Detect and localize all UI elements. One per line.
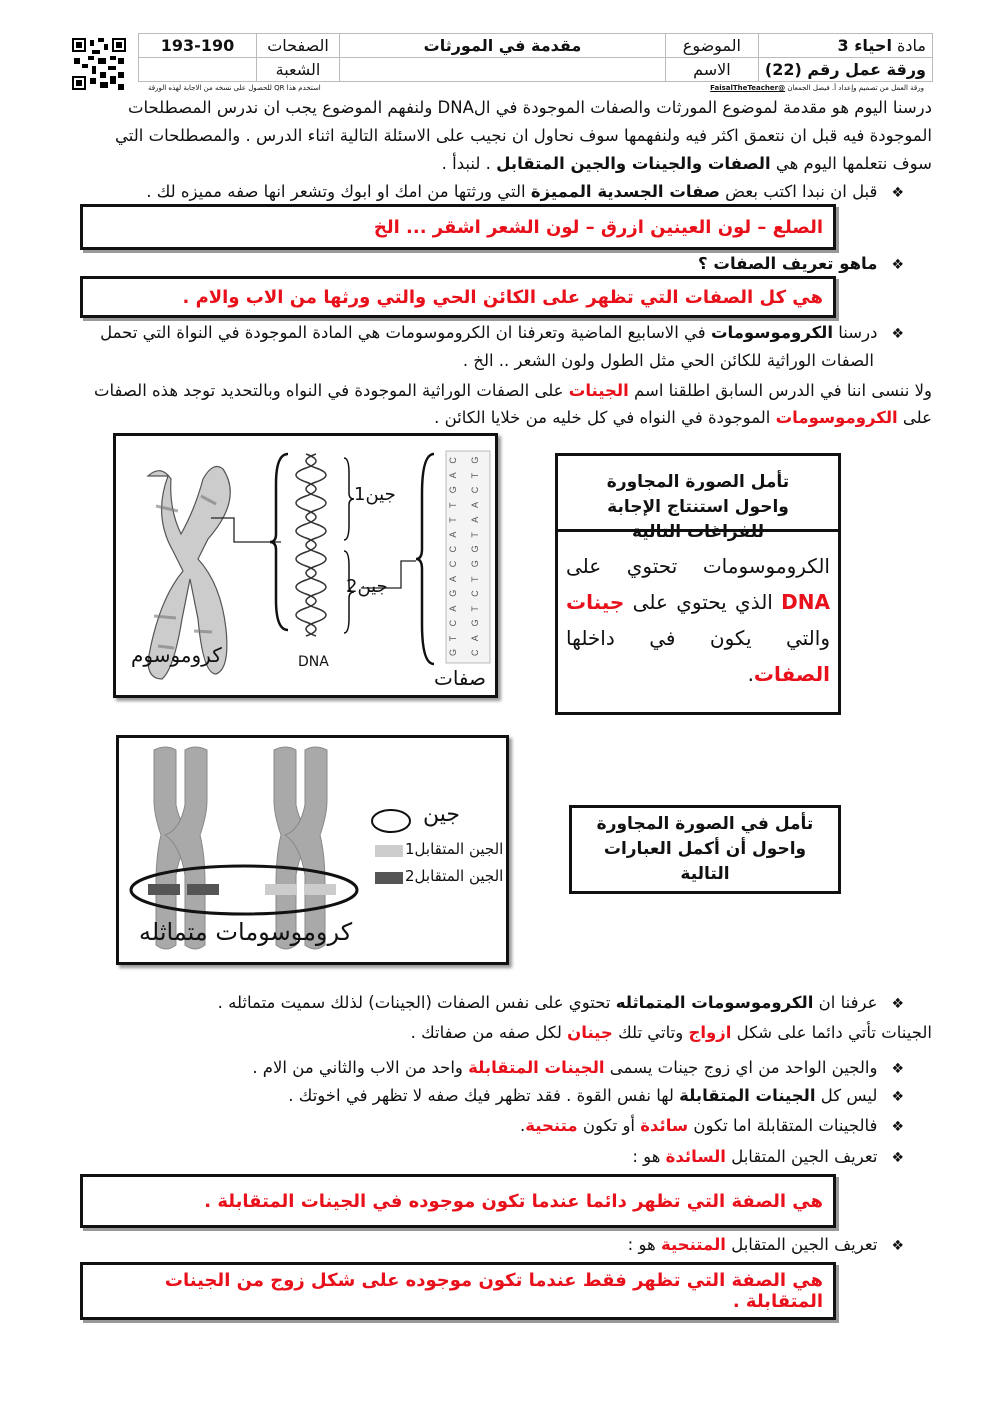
topic-label: الموضوع bbox=[665, 34, 758, 58]
genes-line-1 bbox=[55, 377, 932, 405]
highlight-term: الكروموسومات bbox=[775, 408, 898, 427]
answer-box-recessive[interactable]: هي الصفة التي تظهر فقط عندما تكون موجوده على شكل زوج من الجينات المتقابلة . bbox=[80, 1262, 836, 1320]
figure-homologous-chromosomes bbox=[116, 735, 509, 965]
text-segment: الصفات الوراثية للكائن الحي مثل الطول ولون الشعر .. الخ . bbox=[462, 351, 874, 370]
dna-base-letter: C bbox=[470, 486, 480, 494]
worksheet-number: ورقة عمل رقم (22) bbox=[758, 58, 932, 82]
text-segment: هو : bbox=[632, 1147, 666, 1166]
qr-instruction: استخدم هذا QR للحصول على نسخه من الاجابة لهذه الورقة bbox=[148, 84, 321, 92]
text-segment: التي ورثتها من امك او ابوك وتشعر انها صفه مميزه لك . bbox=[146, 182, 531, 201]
highlight-term: الجينات المتقابلة bbox=[468, 1058, 605, 1077]
highlight-term: متنحية bbox=[525, 1116, 578, 1135]
text-segment: لها نفس القوة . فقد تظهر فيك صفه لا تظهر في اخوتك . bbox=[288, 1086, 680, 1105]
dna-base-letter: G bbox=[470, 560, 480, 568]
subject-label: مادة bbox=[897, 36, 926, 55]
intro-line-1 bbox=[60, 94, 932, 122]
text-segment: الموجودة فيه قبل ان نتعمق اكثر فيه ولنفهمها سوف نحاول ان نجيب على الاسئلة التالية اثناء الدرس . والمصطلحات التي bbox=[115, 126, 932, 145]
answer-box-traits-definition[interactable]: هي كل الصفات التي تظهر على الكائن الحي والتي ورثها من الاب والام . bbox=[80, 276, 836, 318]
dna-base-letter: C bbox=[448, 619, 458, 627]
dna-base-letter: G bbox=[448, 486, 458, 494]
dna-base-letter: C bbox=[470, 590, 480, 597]
dna-base-letter: C bbox=[448, 560, 458, 568]
bullet-alleles bbox=[60, 1054, 904, 1083]
pages-label: الصفحات bbox=[257, 34, 340, 58]
dna-helix-icon bbox=[296, 454, 326, 636]
dna-base-letter: T bbox=[470, 472, 480, 479]
gene-legend: جين bbox=[423, 802, 460, 827]
dna-base-letter: T bbox=[470, 532, 480, 538]
dna-base-letter: G bbox=[470, 619, 480, 627]
allele2-band bbox=[148, 884, 180, 895]
highlight-term: الصفات bbox=[753, 662, 830, 686]
chromosomes-line-2 bbox=[60, 347, 874, 375]
topic-value: مقدمة في المورثات bbox=[340, 34, 666, 58]
allele2-band bbox=[187, 884, 219, 895]
inference-box-1-body bbox=[558, 532, 838, 692]
inference-box-2-title: تأمل في الصورة المجاورة واحول أن أكمل العبارات التالية bbox=[596, 814, 814, 884]
section-field[interactable] bbox=[139, 58, 257, 82]
bullet-dominant-recessive bbox=[60, 1112, 904, 1141]
inference-box-1-title: تأمل الصورة المجاورة واحول استنتاج الإجابة للفراغات التالية bbox=[558, 456, 838, 532]
text-segment: على bbox=[897, 408, 932, 427]
section-label: الشعبة bbox=[257, 58, 340, 82]
header-table bbox=[138, 33, 933, 82]
text-segment: عرفنا ان bbox=[813, 993, 878, 1012]
traits-label: صفات bbox=[434, 666, 487, 690]
dna-base-letter: T bbox=[470, 606, 480, 612]
figure-chromosome-dna-genes bbox=[113, 433, 498, 698]
highlight-term: الجينات bbox=[568, 381, 629, 400]
text-segment: تعريف الجين المتقابل bbox=[725, 1235, 878, 1254]
text-segment: والتي يكون في داخلها bbox=[566, 626, 830, 650]
bullet-chromosomes bbox=[70, 319, 904, 348]
bullet-dominant-definition bbox=[60, 1143, 904, 1172]
highlight-term: المتنحية bbox=[660, 1235, 726, 1254]
dna-base-letter: A bbox=[448, 472, 458, 479]
chromosome-label: كروموسوم bbox=[131, 643, 222, 667]
dna-base-letter: T bbox=[448, 502, 458, 508]
dna-base-letter: G bbox=[448, 589, 458, 597]
dna-base-letter: C bbox=[470, 649, 480, 656]
dna-base-letter: A bbox=[470, 501, 480, 508]
allele1-legend: الجين المتقابل1 bbox=[405, 840, 504, 858]
bold-term: الكروموسومات bbox=[710, 323, 834, 342]
dna-base-letter: G bbox=[470, 545, 480, 553]
highlight-term: جينان bbox=[567, 1023, 613, 1042]
text-segment: الذي يحتوي على bbox=[624, 590, 782, 614]
text-segment: فالجينات المتقابلة اما تكون bbox=[688, 1116, 878, 1135]
highlight-term: سائدة bbox=[640, 1116, 689, 1135]
dna-base-letter: A bbox=[448, 531, 458, 538]
dna-base-letter: T bbox=[448, 517, 458, 523]
dna-label: DNA bbox=[298, 654, 329, 670]
text-segment: وتاتي تلك bbox=[612, 1023, 689, 1042]
genes-line-2 bbox=[60, 404, 932, 432]
genes-pairs-line bbox=[60, 1019, 932, 1047]
bullet-traits-prompt bbox=[60, 178, 904, 207]
bullet-recessive-definition bbox=[60, 1231, 904, 1260]
name-field[interactable] bbox=[340, 58, 666, 82]
allele1-legend-swatch bbox=[375, 845, 403, 857]
highlight-term: DNA bbox=[781, 590, 830, 614]
bold-term: الجينات المتقابلة bbox=[679, 1086, 816, 1105]
text-segment: في الاسابيع الماضية وتعرفنا ان الكروموسومات هي المادة الموجودة في النواة التي تحمل bbox=[100, 323, 711, 342]
bold-term: الصفات والجينات والجين المتقابل bbox=[496, 154, 771, 173]
text-segment: درسنا bbox=[833, 323, 878, 342]
answer-box-traits-example[interactable]: الصلع – لون العينين ازرق – لون الشعر اشقر ... الخ bbox=[80, 204, 836, 250]
text-segment: . لنبدأ . bbox=[441, 154, 497, 173]
text-segment: ولا ننسى اننا في الدرس السابق اطلقنا اسم bbox=[628, 381, 932, 400]
answer-box-dominant[interactable]: هي الصفة التي تظهر دائما عندما تكون موجوده في الجينات المتقابلة . bbox=[80, 1174, 836, 1228]
bullet-traits-question bbox=[60, 250, 904, 279]
dna-base-letter: C bbox=[448, 457, 458, 464]
dna-base-letter: G bbox=[470, 456, 480, 464]
highlight-term: السائدة bbox=[665, 1147, 726, 1166]
text-segment: الكروموسومات تحتوي على bbox=[566, 554, 830, 578]
credit-text: ورقة العمل من تصميم وإعداد أ. فيصل الجمعان bbox=[787, 84, 924, 92]
dna-base-letter: G bbox=[448, 648, 458, 656]
dna-base-letter: T bbox=[470, 576, 480, 582]
gene1-label: جين1 bbox=[354, 484, 396, 505]
qr-code bbox=[72, 38, 126, 90]
name-label: الاسم bbox=[665, 58, 758, 82]
dna-base-letter: A bbox=[470, 635, 480, 642]
allele2-legend: الجين المتقابل2 bbox=[405, 867, 504, 885]
text-segment: سوف نتعلمها اليوم هي bbox=[770, 154, 932, 173]
bold-term: صفات الجسدية المميزة bbox=[530, 182, 720, 201]
text-segment: . bbox=[747, 662, 754, 686]
dna-base-letter: A bbox=[448, 605, 458, 612]
bullet-homologous bbox=[60, 989, 904, 1018]
bullet-allele-strength bbox=[60, 1082, 904, 1111]
text-segment: الموجودة في النواه في كل خليه من خلايا الكائن . bbox=[434, 408, 776, 427]
dna-base-letter: A bbox=[470, 516, 480, 523]
text-segment: هو : bbox=[627, 1235, 661, 1254]
text-segment: أو تكون bbox=[577, 1116, 641, 1135]
dna-base-letter: T bbox=[448, 635, 458, 642]
intro-line-3 bbox=[60, 150, 932, 178]
text-segment: الجينات تأتي دائما على شكل bbox=[731, 1023, 932, 1042]
dna-base-letter: C bbox=[448, 545, 458, 553]
dna-base-letter: A bbox=[448, 575, 458, 582]
inference-box-1 bbox=[555, 453, 841, 715]
text-segment: ليس كل bbox=[815, 1086, 878, 1105]
subject-value: احياء 3 bbox=[837, 36, 892, 55]
text-segment: والجين الواحد من اي زوج جينات يسمى bbox=[604, 1058, 878, 1077]
allele1-band bbox=[304, 884, 336, 895]
text-segment: لكل صفه من صفاتك . bbox=[410, 1023, 568, 1042]
inference-box-2 bbox=[569, 805, 841, 894]
credit-handle[interactable]: @FaisalTheTeacher bbox=[710, 84, 786, 92]
text-segment: تعريف الجين المتقابل bbox=[725, 1147, 878, 1166]
intro-line-2 bbox=[60, 122, 932, 150]
allele2-legend-swatch bbox=[375, 872, 403, 884]
text-segment: تحتوي على نفس الصفات (الجينات) لذلك سميت متماثله . bbox=[217, 993, 616, 1012]
bold-term: الكروموسومات المتماثله bbox=[615, 993, 814, 1012]
allele1-band bbox=[265, 884, 297, 895]
credit-line bbox=[710, 84, 924, 92]
highlight-term: ازواج bbox=[688, 1023, 732, 1042]
text-segment: على الصفات الوراثية الموجودة في النواه وبالتحديد توجد هذه الصفات bbox=[93, 381, 569, 400]
bold-term: ماهو تعريف الصفات ؟ bbox=[698, 254, 878, 273]
text-segment: درسنا اليوم هو مقدمة لموضوع المورثات والصفات الموجودة في الDNA ولنفهم الموضوع يجب ان ندرس المصطلحات bbox=[127, 98, 932, 117]
highlight-term: جينات bbox=[566, 590, 625, 614]
gene2-label: جين2 bbox=[346, 576, 388, 597]
text-segment: واحد من الاب والثاني من الام . bbox=[252, 1058, 469, 1077]
gene-legend-icon bbox=[372, 810, 410, 832]
text-segment: قبل ان نبدا اكتب بعض bbox=[719, 182, 878, 201]
text-segment: . bbox=[520, 1116, 526, 1135]
pages-value: 193-190 bbox=[139, 34, 257, 58]
homologous-caption: كروموسومات متماثله bbox=[139, 918, 353, 946]
